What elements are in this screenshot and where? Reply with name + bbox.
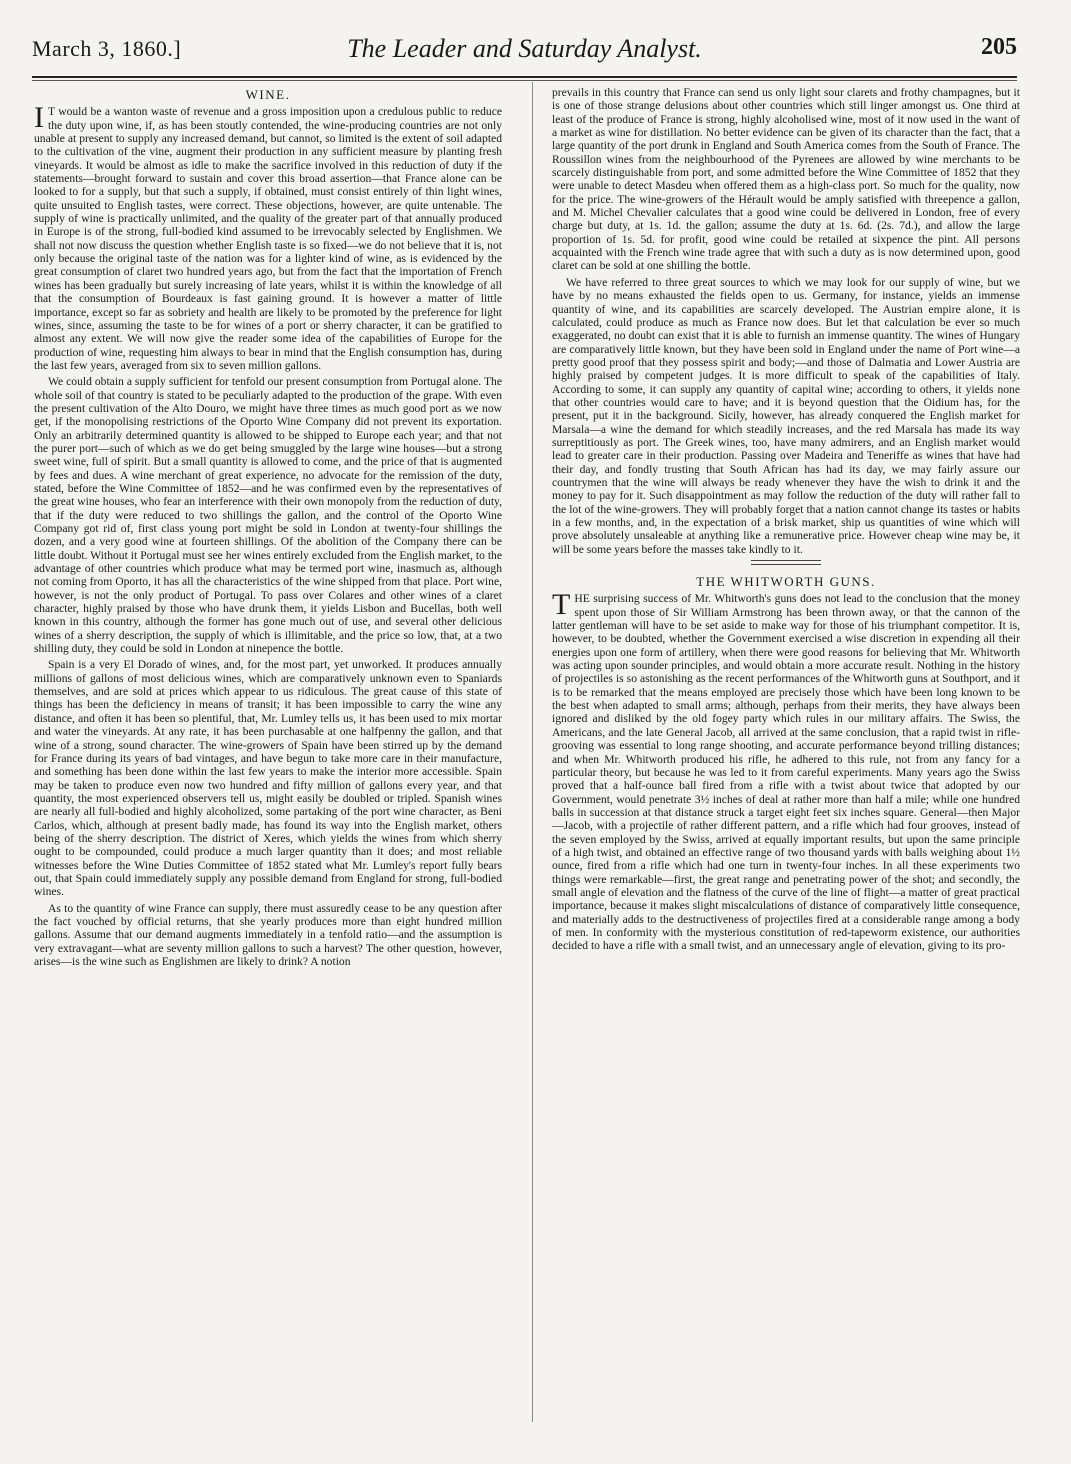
column-divider <box>532 82 533 1422</box>
wine-paragraph-6: We have referred to three great sources to which we may look for our supply of wine, but we have by no means exhausted the fields open to us. Germany, for instance, yields an immense quantity of wine, and its capabilities are scarcely developed. The Austrian empire alone, it is calculated, could produce as much as France now does. But let that calculation be ever so much exaggerated, no doubt can exist that it is able to furnish an immense quantity. The wines of Hungary are comparatively little known, but they have been sold in England under the name of Port wine—a pretty good proof that they possess spirit and body;—and those of Dalmatia and Lower Austria are highly praised by competent judges. It is more difficult to speak of the capabilities of Italy. According to some, it can supply any quantity of capital wine; according to others, it yields none that other countries would care to have; and it is beyond question that the Oidium has, for the present, put it in the background. Sicily, however, has already conquered the English market for Marsala—a wine the demand for which steadily increases, and the red Marsala has made its way surreptitiously as port. The Greek wines, too, have many admirers, and an English market would lead to greater care in their production. Passing over Madeira and Teneriffe as wines that have had their day, and fondly trusting that South African has had its day, we may fairly assure our countrymen that the wine will always be ready whenever they have the wish to drink it and the money to pay for it. Such disappointment as may follow the reduction of the duty will rather fall to the lot of the wine-growers. They will probably forget that a nation cannot change its tastes or habits in a few months, and, in the expectation of a brisk market, ship us quantities of wine which will prove absolutely unsaleable at anything like a remunerative price. However cheap wine may be, it will be some years before the masses take kindly to it. <box>552 275 1020 556</box>
article-separator <box>751 560 821 565</box>
publication-title: The Leader and Saturday Analyst. <box>347 34 702 63</box>
whitworth-paragraph-1-text: HE surprising success of Mr. Whitworth's guns does not lead to the conclusion that the money spent upon those of Sir William Armstrong has been thrown away, or that the cannon of the latter gentleman will have to be set aside to make way for those of his triumphant competitor. It is, however, to be doubted, whether the Government exercised a wise discretion in expending all their energies upon one form of artillery, when there were good reasons for believing that Mr. Whitworth was acting upon sounder principles, and would obtain a more accurate result. Nothing in the history of projectiles is so astonishing as the recent performances of the Whitworth guns at Southport, and it is to be remarked that the means employed are precisely those which have been long known to be the best when adapted to small arms; although, perhaps from their merits, they have always been ignored and disliked by the old fogey party which rules in our military affairs. The Swiss, the Americans, and the late General Jacob, all arrived at the same conclusion, that a rapid twist in rifle-grooving was essential to long range shooting, and accurate performance beyond trilling distances; and when Mr. Whitworth produced his rifle, he adhered to this rule, not from any fancy for a particular theory, but because he was led to it from careful experiments. Many years ago the Swiss proved that a half-ounce ball fired from a rifle with a twist about twice that adopted by our Government, would penetrate 3½ inches of deal at rather more than half a mile; while one hundred balls in succession at that distance struck a target eight feet six inches square. General—then Major—Jacob, with a projectile of rather different pattern, and a rifle which had four grooves, instead of the seven employed by the Swiss, arrived at equally important results, but upon the same principle of a high twist, and obtained an effective range of two thousand yards with balls weighing about 1½ ounce, fired from a rifle which had one turn in twenty-four inches. In all these experiments two things were remarkable—first, the great range and penetrating power of the shot; and secondly, the small angle of elevation and the flatness of the curve of the line of flight—a matter of great practical importance, because it makes slight miscalculations of distance of comparatively little consequence, and materially adds to the destructiveness of projectiles fired at a considerable range among a body of men. In conformity with the mysterious constitution of red-tapeworm existence, our authorities decided to have a rifle with a small twist, and an unnecessary angle of elevation, giving to its pro- <box>552 592 1020 953</box>
whitworth-heading: THE WHITWORTH GUNS. <box>696 574 876 590</box>
header-rule-thin <box>32 80 1017 81</box>
left-column <box>34 86 502 971</box>
masthead <box>32 30 1017 70</box>
right-column <box>552 86 1020 956</box>
wine-paragraph-2: We could obtain a supply sufficient for tenfold our present consumption from Portugal alone. The whole soil of that country is stated to be peculiarly adapted to the production of the grape. With even the present cultivation of the Alto Douro, we might have three times as much good port as we now get, if the monopolising restrictions of the Oporto Wine Company did not prevent its exportation. Only an arbitrarily determined quantity is allowed to be shipped to Europe each year; and that not the purer port—such of which as we do get being smuggled by the large wine houses—but a strong sweet wine, full of spirit. But a small quantity is allowed to come, and the price of that is augmented by fees and dues. A wine merchant of great experience, no advocate for the remission of the duty, stated, before the Wine Committee of 1852—and he was confirmed even by the representatives of the great wine houses, who fear an interference with their own monopoly from the reduction of duty, that if the duty were reduced to two shillings the gallon, and the control of the Oporto Wine Company got rid of, first class young port might be sold in London at twenty-four shillings the dozen, and a very good wine at fourteen shillings. Of the abolition of the Company there can be little doubt. Without it Portugal must see her wines entirely excluded from the English market, to the advantage of other countries which produce what may be termed port wine, inasmuch as, although not coming from Oporto, it has all the characteristics of the wine shipped from that place. Port wine, however, is not the only product of Portugal. To pass over Colares and other wines of a claret character, highly praised by those who have drunk them, it yields Lisbon and Bucellas, both well known in this country, although the former has gone much out of use, and several other delicious wines of a sherry description, the supply of which is illimitable, and the price so low, that, at a two shilling duty, they could be sold in London at ninepence the bottle. <box>34 375 502 656</box>
header-rule <box>32 76 1017 78</box>
issue-date: March 3, 1860.] <box>32 36 182 61</box>
wine-paragraph-1 <box>34 101 502 372</box>
wine-dropcap: I <box>34 101 44 135</box>
wine-paragraph-4: As to the quantity of wine France can supply, there must assuredly cease to be any question after the fact vouched by official returns, that she yearly produces more than eight hundred million gallons. Assume that our demand augments immediately in a tenfold ratio—and the assumption is very extravagant—what are seventy million gallons to such a harvest? The other question, however, arises—is the wine such as Englishmen are likely to drink? A notion <box>34 901 502 968</box>
whitworth-paragraph-1 <box>552 588 1020 953</box>
whitworth-dropcap: T <box>552 588 571 622</box>
wine-paragraph-5: prevails in this country that France can send us only light sour clarets and frothy champagnes, but it is one of those strange delusions about other countries which still linger amongst us. One third at least of the produce of France is strong, highly alcoholised wine, most of it now used in the want of a market as wine for distillation. No better evidence can be given of its character than the fact, that a large quantity of the port drunk in England and South America comes from the South of France. The Roussillon wines from the neighbourhood of the Pyrenees are allowed by wine merchants to be scarcely distinguishable from port, and some admitted before the Wine Committee of 1852 that they were unable to detect Masdeu when offered them as a high-class port. So much for the quality, now for the price. The wine-growers of the Hérault would be amply satisfied with threepence a gallon, and M. Michel Chevalier calculates that a good wine could be delivered in London, free of every charge but duty, at 1s. 1d. the gallon; assume the duty at 1s. 6d. (2s. 7d.), and allow the large proportion of 1s. 5d. for profit, good wine could be retailed at sixpence the pint. All persons acquainted with the French wine trade agree that with such a duty as is now determined upon, good claret can be sold at one shilling the bottle. <box>552 86 1020 273</box>
wine-heading: WINE. <box>245 87 291 102</box>
page-number: 205 <box>981 34 1017 60</box>
wine-paragraph-1-text: T would be a wanton waste of revenue and a gross imposition upon a credulous public to reduce the duty upon wine, if, as has been stoutly contended, the wine-producing countries are not only unable at present to supply any increased demand, but cannot, so limited is the extent of soil adapted to the cultivation of the vine, augment their production in any sufficient measure by planting fresh vineyards. It would be almost as idle to make the sacrifice involved in this reduction of duty if the statements—brought forward to sustain and cover this broad assertion—that France alone can be looked to for a supply, but that such a supply, if obtained, must consist entirely of thin light wines, quite unsuited to English tastes, were correct. These objections, however, are quite untenable. The supply of wine is practically unlimited, and the quality of the greater part of that annually produced in Europe is of the strong, full-bodied kind assumed to be irrevocably selected by Englishmen. We shall not now discuss the question whether English taste is so fixed—we do not believe that it is, not only because the original taste of the nation was for a lighter kind of wine, as is evidenced by the great consumption of claret two hundred years ago, but from the fact that the importation of French wines has been gradually but surely increasing of late years, whilst it is within the knowledge of all that the consumption of Bourdeaux is fast gaining ground. It is however a matter of little importance, except so far as sobriety and health are likely to be promoted by the preference for light wines, since, assuming the taste to be for wines of a port or sherry character, it can be gratified to almost any extent. We will now give the reader some idea of the capabilities of Europe for the production of wine, requesting him always to bear in mind that the English consumption has, during the last few years, averaged from six to seven million gallons. <box>34 105 502 372</box>
wine-paragraph-3: Spain is a very El Dorado of wines, and, for the most part, yet unworked. It produces annually millions of gallons of most delicious wines, which are comparatively unknown even to Spaniards themselves, and are sold at prices which appear to us ridiculous. The great cause of this state of things has been the deficiency in means of transit; it has been impossible to carry the wine any distance, and often it has been so plentiful, that, Mr. Lumley tells us, it has been used to mix mortar and water the vineyards. At any rate, it has been purchasable at one halfpenny the gallon, and that wine of a strong, sound character. The wine-growers of Spain have been stirred up by the demand for France during its years of bad vintages, and have begun to take more care in their manufacture, and something has been done within the last few years to make the interior more accessible. Spain may be taken to produce even now two hundred and fifty million of gallons every year, and that quantity, the most experienced observers tell us, might easily be doubled or tripled. Spanish wines are nearly all full-bodied and highly alcoholized, some partaking of the port wine character, as Beni Carlos, which, although at present badly made, has found its way into the English market, others being of the sherry description. The district of Xeres, which yields the wines from which sherry ought to be compounded, could produce a much larger quantity than it does; and most reliable witnesses before the Wine Duties Committee of 1852 stated what Mr. Lumley's report fully bears out, that Spain could immediately supply any possible demand from England for strong, full-bodied wines. <box>34 658 502 899</box>
